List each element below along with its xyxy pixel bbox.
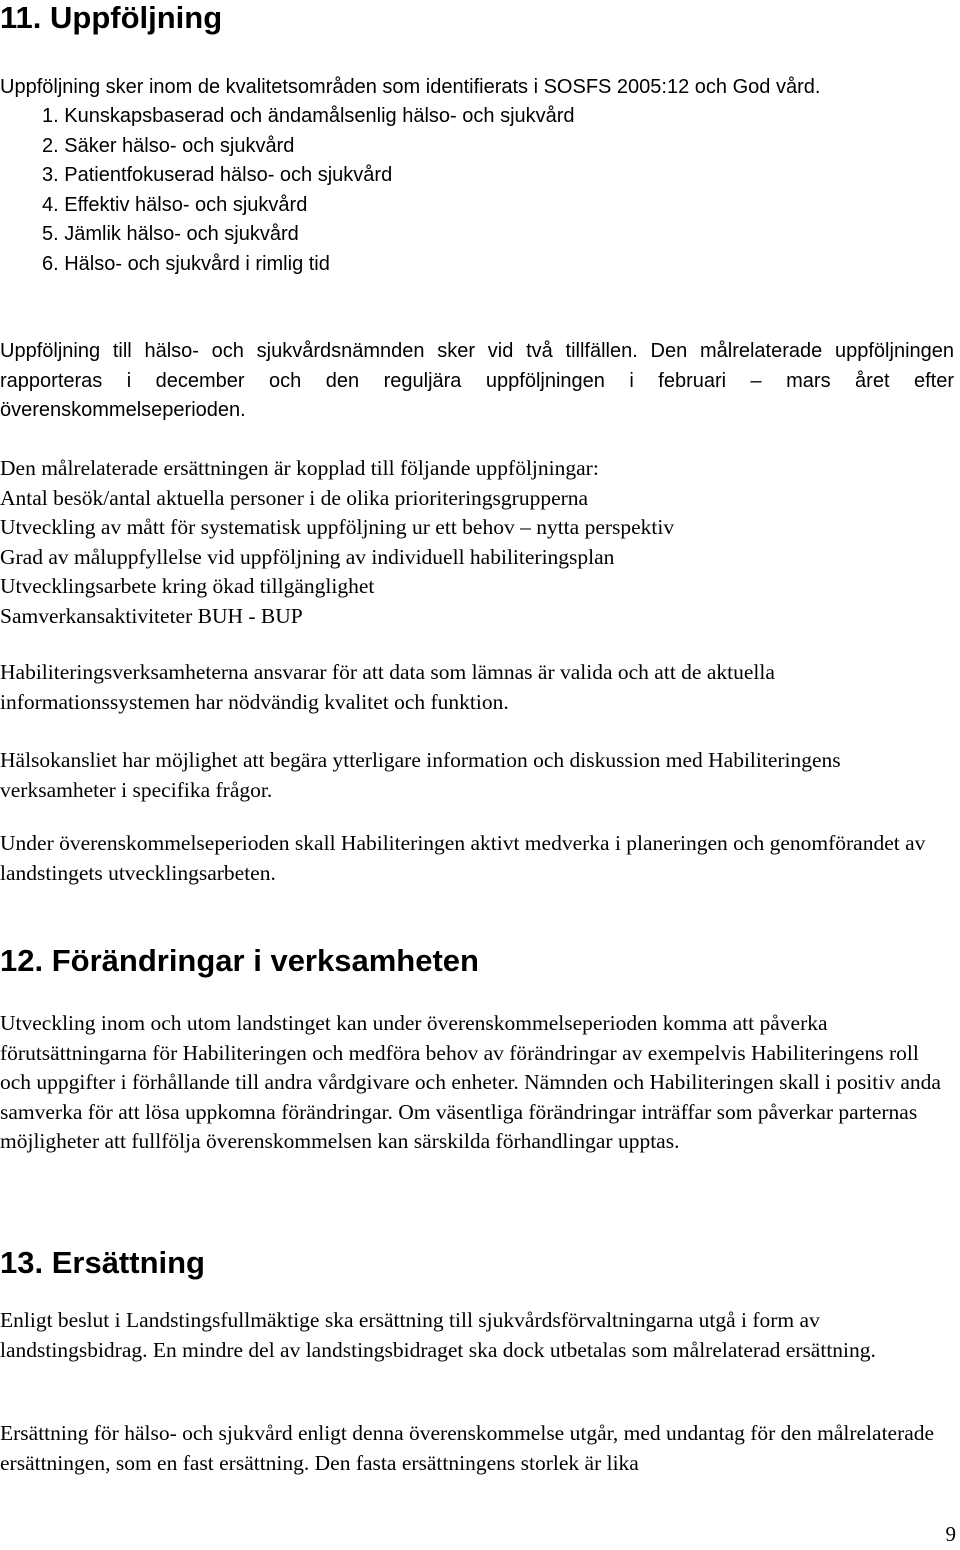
- heading-section-13: 13. Ersättning: [0, 1245, 205, 1280]
- compensation-line: Antal besök/antal aktuella personer i de olika prioriteringsgrupperna: [0, 485, 589, 510]
- paragraph-changes: Utveckling inom och utom landstinget kan under överenskommelseperioden komma att påverka förutsättningarna för Habiliteringen och medföra behov av förändringar av exempelvis Habiliteringens roll och uppgifter i förhållande till andra vårdgivare och enheter. Nämnden och Habiliteringen skall i positiv anda samverka för att lösa uppkomna förändringar. Om väsentliga förändringar inträffar som påverkar parternas möjligheter att fullfölja överenskommelsen kan särskilda förhandlingar upptas.: [0, 1011, 941, 1153]
- paragraph-additional-info: Hälsokansliet har möjlighet att begära ytterligare information och diskussion med Habiliteringens verksamheter i specifika frågor.: [0, 748, 841, 802]
- compensation-followup-block: [0, 454, 954, 631]
- list-item: 4. Effektiv hälso- och sjukvård: [42, 193, 308, 216]
- paragraph-data-validity: Habiliteringsverksamheterna ansvarar för att data som lämnas är valida och att de aktuella informationssystemen har nödvändig kvalitet och funktion.: [0, 660, 775, 714]
- paragraph-fixed-compensation: Ersättning för hälso- och sjukvård enligt denna överenskommelse utgår, med undantag för den målrelaterade ersättningen, som en fast ersättning. Den fasta ersättningens storlek är lika: [0, 1421, 935, 1475]
- compensation-line: Grad av måluppfyllelse vid uppföljning av individuell habiliteringsplan: [0, 544, 615, 569]
- compensation-line: Samverkansaktiviteter BUH - BUP: [0, 603, 303, 628]
- paragraph-compensation-decision: Enligt beslut i Landstingsfullmäktige ska ersättning till sjukvårdsförvaltningarna utgå i form av landstingsbidrag. En mindre del av landstingsbidraget ska dock utbetalas som målrelaterad ersättning.: [0, 1308, 876, 1362]
- list-item: 3. Patientfokuserad hälso- och sjukvård: [42, 164, 393, 186]
- paragraph-followup-intro: Uppföljning sker inom de kvalitetsområden som identifierats i SOSFS 2005:12 och God vård.: [0, 76, 821, 98]
- compensation-line: Utveckling av mått för systematisk uppföljning ur ett behov – nytta perspektiv: [0, 515, 675, 539]
- paragraph-development-work: Under överenskommelseperioden skall Habiliteringen aktivt medverka i planeringen och genomförandet av landstingets utvecklingsarbeten.: [0, 831, 926, 885]
- page-number: 9: [945, 1522, 956, 1546]
- list-item: 2. Säker hälso- och sjukvård: [42, 134, 295, 157]
- heading-section-12: 12. Förändringar i verksamheten: [0, 943, 479, 978]
- compensation-line: Den målrelaterade ersättningen är kopplad till följande uppföljningar:: [0, 456, 599, 480]
- list-item: 6. Hälso- och sjukvård i rimlig tid: [42, 252, 330, 275]
- list-item: 5. Jämlik hälso- och sjukvård: [42, 223, 299, 245]
- quality-areas-list: [0, 102, 954, 279]
- paragraph-followup-reporting: Uppföljning till hälso- och sjukvårdsnämnden sker vid två tillfällen. Den målrelaterade uppföljningen rapporteras i december och den reguljära uppföljningen i februari – mars året efter överenskommelseperioden.: [0, 340, 954, 421]
- compensation-line: Utvecklingsarbete kring ökad tillgänglighet: [0, 574, 375, 598]
- list-item: 1. Kunskapsbaserad och ändamålsenlig hälso- och sjukvård: [42, 105, 575, 127]
- heading-section-11: 11. Uppföljning: [0, 0, 223, 35]
